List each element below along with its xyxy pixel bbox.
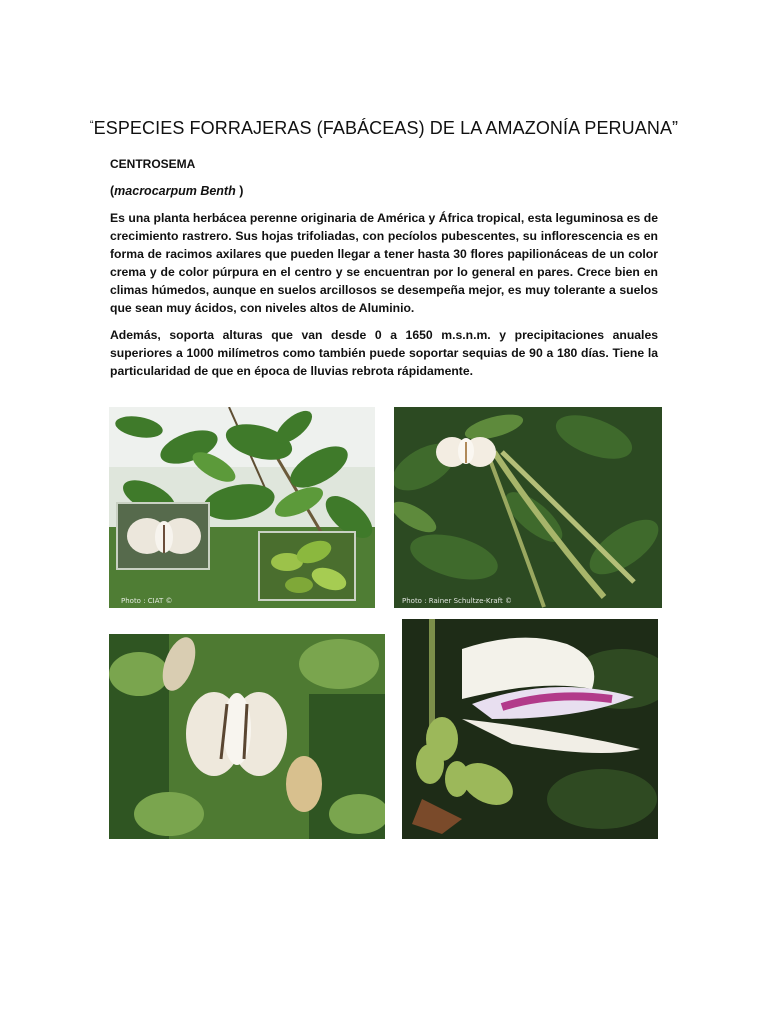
- flower-and-pods-photo: [394, 407, 662, 608]
- climate-paragraph: Además, soporta alturas que van desde 0 a 1650 m.s.n.m. y precipitaciones anuales superiores a 1000 milímetros como también puede soportar sequias de 90 a 180 días. Tiene la particularidad de que en época de lluvias rebrota rápidamente.: [110, 328, 658, 378]
- flower-closeup-graphic: [109, 634, 385, 839]
- photo-2-credit: Photo : Rainer Schultze-Kraft ©: [402, 597, 512, 605]
- flower-pods-graphic: [394, 407, 662, 608]
- plant-photo-with-insets: [109, 407, 375, 608]
- species-heading: [110, 184, 243, 198]
- plant-photo-graphic: [109, 407, 375, 608]
- description-paragraph: Es una planta herbácea perenne originaria de América y África tropical, esta leguminosa es de crecimiento rastrero. Sus hojas trifoliadas, con pecíolos pubescentes, su inflorescencia es en forma de racimos axilares que pueden llegar a tener hasta 30 flores papilionáceas de un color crema y de color púrpura en el centro y se encuentran por lo general en pares. Crece bien en climas húmedos, aunque en suelos arcillosos se desempeña mejor, es muy tolerante a suelos que sean muy ácidos, con niveles altos de Aluminio.: [110, 211, 658, 315]
- purple-flower-graphic: [402, 619, 658, 839]
- purple-flower-photo: [402, 619, 658, 839]
- genus-heading: CENTROSEMA: [110, 157, 196, 171]
- species-open-paren: (: [110, 184, 115, 198]
- title-text: ESPECIES FORRAJERAS (FABÁCEAS) DE LA AMAZONÍA PERUANA”: [93, 118, 679, 138]
- species-name: macrocarpum Benth: [114, 184, 236, 198]
- species-close-paren: ): [235, 184, 244, 198]
- photo-1-credit: Photo : CIAT ©: [121, 597, 173, 605]
- flower-closeup-photo: [109, 634, 385, 839]
- document-title: [0, 118, 768, 139]
- title-open-quote: “: [89, 119, 94, 131]
